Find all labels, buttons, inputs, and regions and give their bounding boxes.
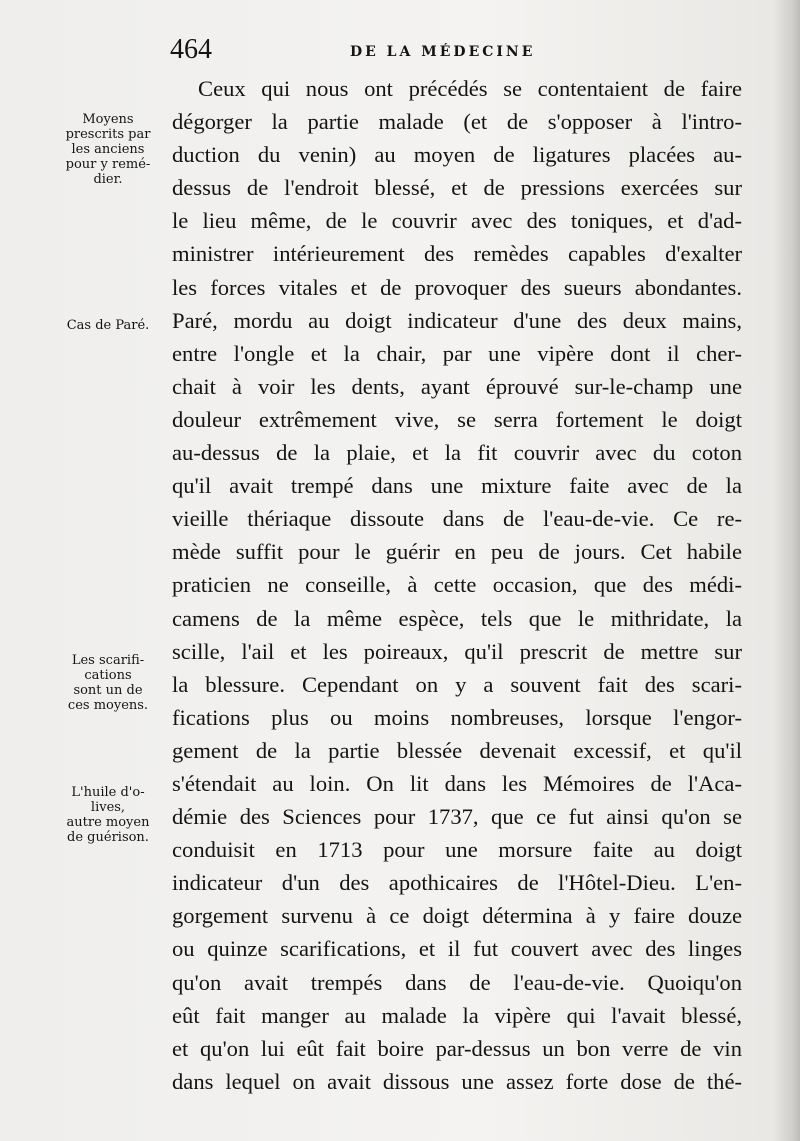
text-line: duction du venin) au moyen de ligatures placées au- [172,142,742,168]
page-header [170,32,750,72]
margin-note-line: dier. [93,172,123,187]
text-line: fications plus ou moins nombreuses, lorsque l'engor- [172,704,742,730]
text-line: ministrer intérieurement des remèdes capables d'exalter [172,241,742,267]
margin-note-scarifications [52,653,164,713]
margin-note-pare [52,318,164,333]
margin-note-line: les anciens [71,142,145,157]
text-line: la blessure. Cependant on y a souvent fait des scari- [172,671,742,697]
text-line: camens de la même espèce, tels que le mithridate, la [172,605,742,631]
text-line: dégorger la partie malade (et de s'opposer à l'intro- [172,109,742,135]
margin-note-line: pour y remé- [65,157,151,172]
text-line: Ceux qui nous ont précédés se contentaient de faire [198,76,742,101]
margin-note-line: autre moyen [66,815,150,830]
text-line: entre l'ongle et la chair, par une vipère dont il cher- [172,340,742,366]
text-line: et qu'on lui eût fait boire par-dessus un bon verre de vin [172,1035,742,1061]
margin-note-line: lives, [90,800,126,815]
text-line: praticien ne conseille, à cette occasion, que des médi- [172,572,742,598]
text-line: les forces vitales et de provoquer des sueurs abondantes. [172,274,742,300]
text-line: conduisit en 1713 pour une morsure faite au doigt [172,837,742,863]
text-line: ou quinze scarifications, et il fut couvert avec des linges [172,936,742,962]
text-line: vieille thériaque dissoute dans de l'eau-de-vie. Ce re- [172,506,742,532]
text-line: Paré, mordu au doigt indicateur d'une des deux mains, [172,307,742,333]
text-line: le lieu même, de le couvrir avec des toniques, et d'ad- [172,208,742,234]
margin-note-line: Moyens [82,112,134,127]
margin-note-line: Les scarifi- [71,653,145,668]
margin-note-line: prescrits par [65,127,151,142]
margin-note-line: Cas de Paré. [66,318,150,333]
margin-note-huile [52,785,164,845]
running-head: DE LA MÉDECINE [350,44,536,60]
text-line: dans lequel on avait dissous une assez forte dose de thé- [172,1068,742,1094]
margin-note-line: L'huile d'o- [71,785,145,800]
margin-note-line: cations [84,668,132,683]
text-line: qu'on avait trempés dans de l'eau-de-vie. Quoiqu'on [172,969,742,995]
text-line: eût fait manger au malade la vipère qui l'avait blessé, [172,1002,742,1028]
margin-note-line: de guérison. [67,830,149,845]
margin-note-moyens [52,112,164,187]
page-number: 464 [170,34,212,65]
text-line: gement de la partie blessée devenait excessif, et qu'il [172,737,742,763]
text-line: s'étendait au loin. On lit dans les Mémoires de l'Aca- [172,770,742,796]
text-line: gorgement survenu à ce doigt détermina à y faire douze [172,903,742,929]
margin-note-line: sont un de [73,683,143,698]
margin-note-line: ces moyens. [67,698,149,713]
text-line: douleur extrêmement vive, se serra fortement le doigt [172,406,742,432]
page-edge-shadow [772,0,800,1141]
text-line: mède suffit pour le guérir en peu de jours. Cet habile [172,539,742,565]
text-line: chait à voir les dents, ayant éprouvé sur-le-champ une [172,373,742,399]
text-line: au-dessus de la plaie, et la fit couvrir avec du coton [172,440,742,466]
text-line: indicateur d'un des apothicaires de l'Hôtel-Dieu. L'en- [172,870,742,896]
text-line: démie des Sciences pour 1737, que ce fut ainsi qu'on se [172,804,742,830]
text-line: qu'il avait trempé dans une mixture faite avec de la [172,473,742,499]
body-text [172,72,742,1098]
text-line: dessus de l'endroit blessé, et de pressions exercées sur [172,175,742,201]
text-line: scille, l'ail et les poireaux, qu'il prescrit de mettre sur [172,638,742,664]
